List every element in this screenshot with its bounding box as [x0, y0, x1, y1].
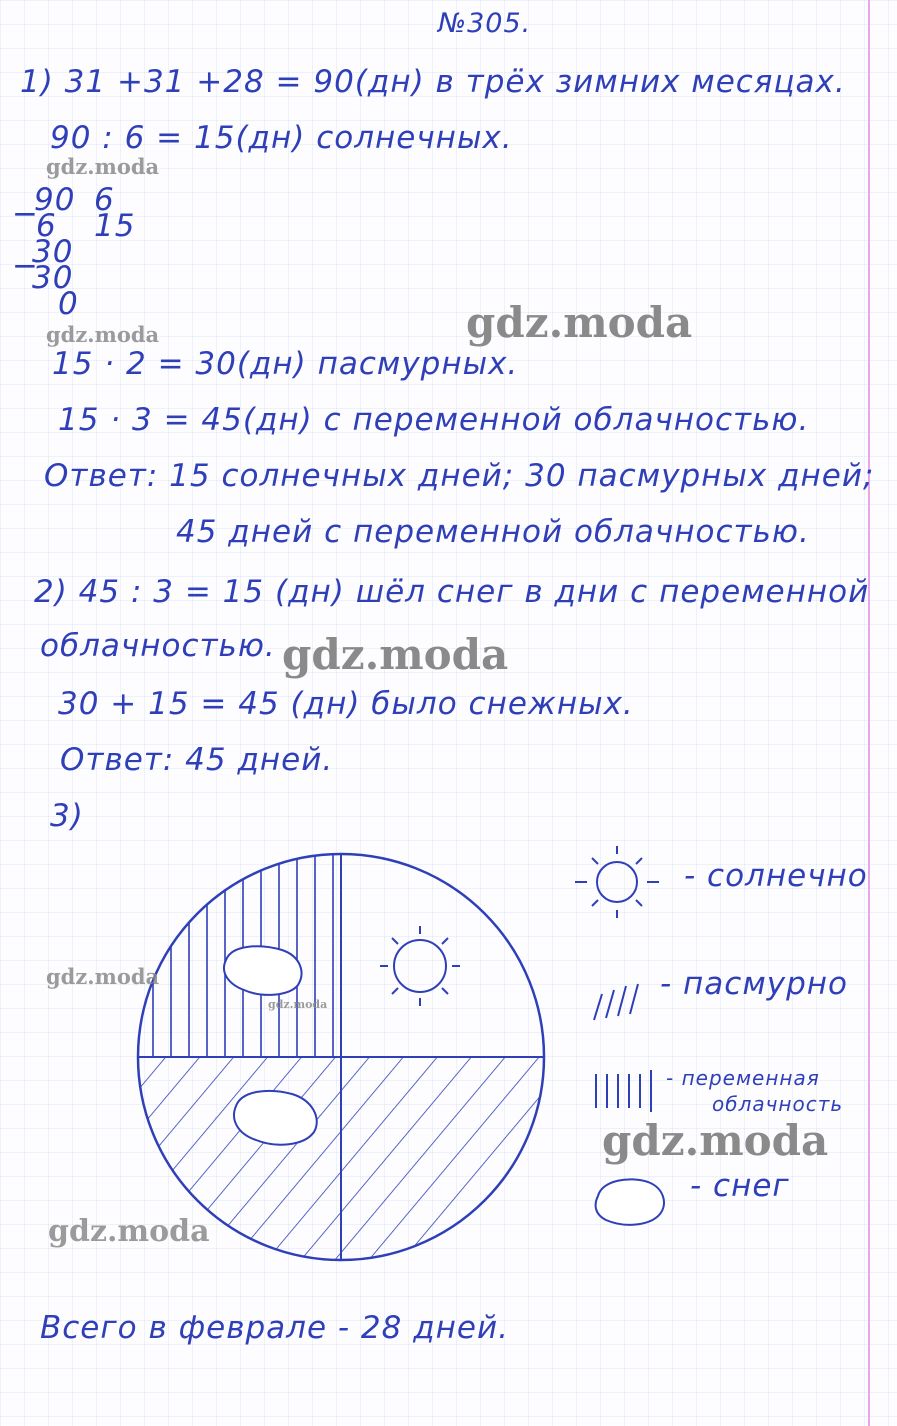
part1-line4: 15 · 3 = 45(дн) с переменной облачностью. [58, 402, 810, 438]
part1-answer-line1: Ответ: 15 солнечных дней; 30 пасмурных дней; [44, 458, 875, 494]
sun-icon [380, 926, 460, 1006]
legend-sun-icon [575, 846, 659, 918]
quadrant-cloudy-right [341, 1057, 544, 1260]
division-divisor: 6 [94, 182, 115, 218]
division-sub-2: 30 [32, 260, 74, 296]
legend-cloudy-label: - пасмурно [660, 966, 848, 1002]
part1-line2: 90 : 6 = 15(дн) солнечных. [50, 120, 513, 156]
legend-snow-icon [596, 1179, 664, 1224]
part1-line1: 1) 31 +31 +28 = 90(дн) в трёх зимних месяцах. [20, 64, 846, 100]
watermark: gdz.moda [46, 322, 160, 347]
watermark: gdz.moda [48, 1214, 210, 1249]
legend-cloudy-icon [594, 984, 638, 1020]
watermark: gdz.moda [268, 998, 328, 1011]
part1-line3: 15 · 2 = 30(дн) пасмурных. [52, 346, 519, 382]
division-sub-1: 6 [36, 208, 57, 244]
watermark: gdz.moda [282, 630, 509, 679]
legend-variable-label-2: облачность [712, 1092, 844, 1116]
watermark: gdz.moda [466, 298, 693, 347]
legend-variable-cloudiness-icon [596, 1070, 651, 1112]
part3-label: 3) [50, 798, 84, 834]
watermark: gdz.moda [46, 964, 160, 989]
snow-blob-bottom [234, 1091, 317, 1145]
part2-answer: Ответ: 45 дней. [60, 742, 334, 778]
legend-sunny-label: - солнечно [684, 858, 868, 894]
legend-variable-label-1: - переменная [666, 1066, 820, 1090]
division-remainder-1: 30 [32, 234, 74, 270]
problem-number: №305. [438, 8, 532, 39]
division-minus-1: − [12, 196, 39, 232]
watermark: gdz.moda [46, 154, 160, 179]
division-final-remainder: 0 [58, 286, 79, 322]
part2-line1: 2) 45 : 3 = 15 (дн) шёл снег в дни с переменной [34, 574, 870, 610]
division-minus-2: − [12, 248, 39, 284]
division-dividend: 90 [34, 182, 76, 218]
watermark: gdz.moda [602, 1116, 829, 1165]
footer-note: Всего в феврале - 28 дней. [40, 1310, 509, 1346]
division-quotient: 15 [94, 208, 136, 244]
part2-line3: 30 + 15 = 45 (дн) было снежных. [58, 686, 634, 722]
legend-snow-label: - снег [690, 1168, 790, 1204]
part2-line2: облачностью. [40, 628, 276, 664]
part1-answer-line2: 45 дней с переменной облачностью. [176, 514, 810, 550]
